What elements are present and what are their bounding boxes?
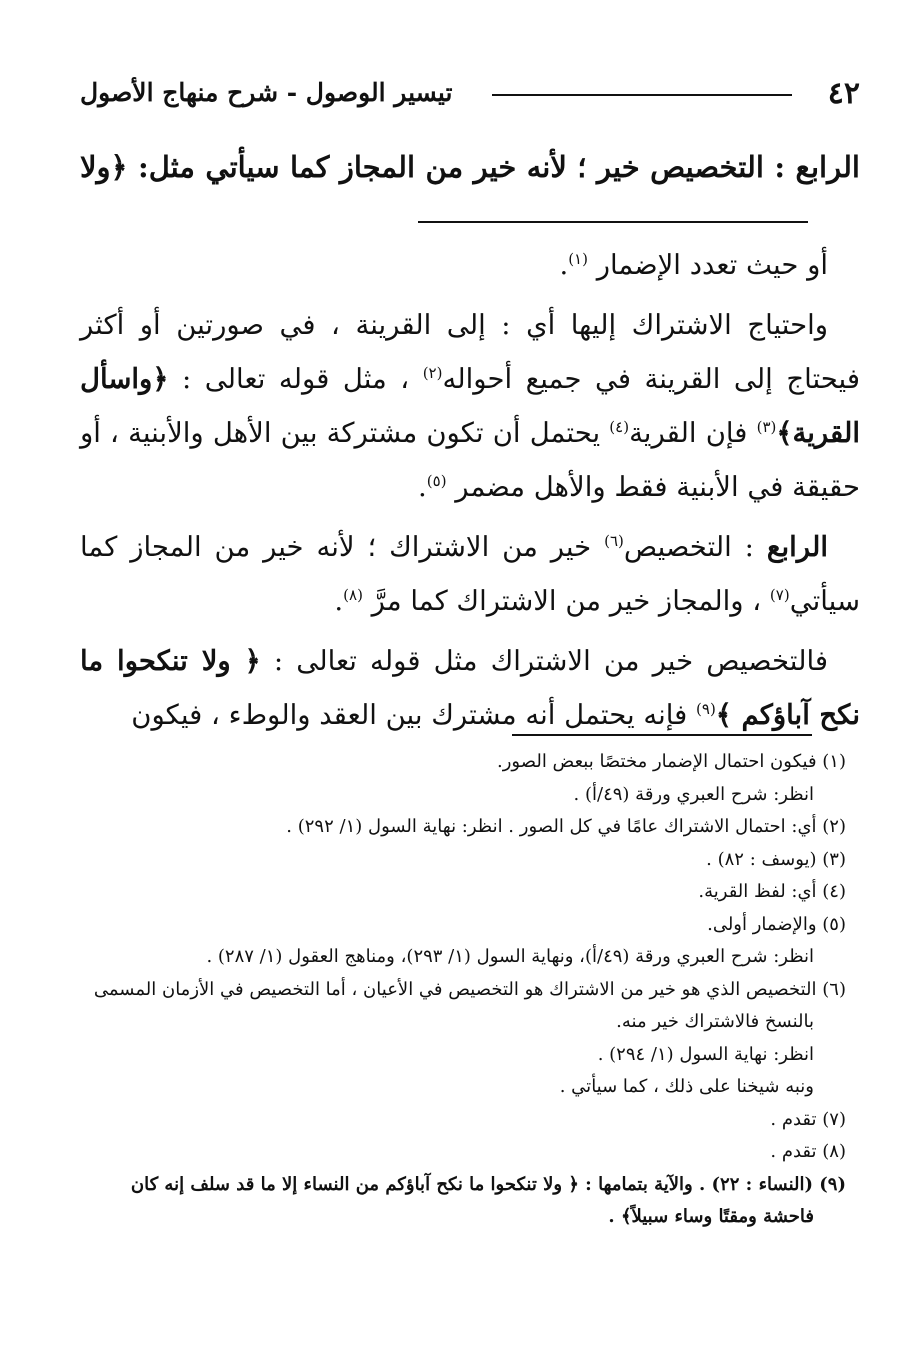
paragraph-4: فالتخصيص خير من الاشتراك مثل قوله تعالى : ﴿ ولا تنكحوا ما نكح آباؤكم ﴾$^{(٩)}$ فإنه يحتمل أنه مشترك بين العقد والوطء ، فيكون <box>80 645 860 731</box>
footnote-ref-6[interactable]: (٦) <box>604 531 624 550</box>
matn-text: : التخصيص خير ؛ لأنه خير من المجاز كما سيأتي مثل: <box>138 150 786 184</box>
footnote-ref-2[interactable]: (٢) <box>422 363 443 382</box>
footnote-rule <box>512 734 812 736</box>
footnote-6-source: انظر: نهاية السول (١/ ٢٩٤) . <box>597 1043 814 1065</box>
paragraph-1: أو حيث تعدد الإضمار $^{(١)}$. <box>559 249 828 281</box>
header-rule <box>492 94 792 96</box>
commentary-body <box>80 238 860 748</box>
matn-label: الرابع <box>795 150 860 184</box>
matn-quran-open: ﴿ولا <box>80 150 128 184</box>
footnote-4: (٤) أي: لفظ القرية. <box>698 881 846 902</box>
paragraph-2: واحتياج الاشتراك إليها أي : إلى القرينة ، في صورتين أو أكثر فيحتاج إلى القرينة في جميع أحواله$^{(٢)}$ ، مثل قوله تعالى : ﴿واسأل القرية﴾$^{(٣)}$ فإن القرية$^{(٤)}$ يحتمل أن تكون مشتركة بين الأهل والأبنية ، أو حقيقة في الأبنية فقط والأهل مضمر $^{(٥)}$. <box>80 309 860 503</box>
page-header <box>80 74 860 118</box>
matn-label-repeat: الرابع <box>766 531 828 563</box>
footnote-ref-1[interactable]: (١) <box>568 249 588 268</box>
footnote-ref-7[interactable]: (٧) <box>769 585 790 604</box>
footnote-ref-8[interactable]: (٨) <box>343 585 363 604</box>
footnote-5: (٥) والإضمار أولى. <box>707 913 846 935</box>
matn-rule <box>418 221 808 223</box>
footnote-1: (١) فيكون احتمال الإضمار مختصًا ببعض الصور. <box>497 751 846 772</box>
quran-quote: ﴿ ولا تنكحوا ما نكح آباؤكم ﴾ <box>80 645 860 731</box>
footnote-ref-9[interactable]: (٩) <box>696 699 716 718</box>
footnote-8: (٨) تقدم . <box>770 1141 846 1162</box>
page-number: ٤٢ <box>827 76 860 111</box>
footnote-7: (٧) تقدم . <box>770 1108 846 1130</box>
footnote-6-note: ونبه شيخنا على ذلك ، كما سيأتي . <box>559 1076 814 1097</box>
footnotes <box>76 746 846 1234</box>
quran-quote: ﴿واسأل القرية﴾ <box>80 363 860 449</box>
footnote-ref-5[interactable]: (٥) <box>426 471 447 490</box>
footnote-5-source: انظر: شرح العبري ورقة (٤٩/أ)، ونهاية السول (١/ ٢٩٣)، ومناهج العقول (١/ ٢٨٧) . <box>206 946 814 967</box>
footnote-2: (٢) أي: احتمال الاشتراك عامًا في كل الصور . انظر: نهاية السول (١/ ٢٩٢) . <box>286 816 846 837</box>
matn-line <box>80 150 860 184</box>
footnote-1-source: انظر: شرح العبري ورقة (٤٩/أ) . <box>573 783 814 805</box>
footnote-6: (٦) التخصيص الذي هو خير من الاشتراك هو التخصيص في الأعيان ، أما التخصيص في الأزمان المسمى بالنسخ فالاشتراك خير منه. <box>93 978 846 1032</box>
running-title: تيسير الوصول - شرح منهاج الأصول <box>80 78 453 107</box>
footnote-9: (٩) (النساء : ٢٢) . والآية بتمامها : ﴿ ولا تنكحوا ما نكح آباؤكم من النساء إلا ما قد سلف إنه كان فاحشة ومقتًا وساء سبيلاً﴾ . <box>130 1173 846 1227</box>
footnote-ref-4[interactable]: (٤) <box>609 417 630 436</box>
footnote-ref-3[interactable]: (٣) <box>756 417 777 436</box>
paragraph-3: الرابع : التخصيص$^{(٦)}$ خير من الاشتراك ؛ لأنه خير من المجاز كما سيأتي$^{(٧)}$ ، والمجاز خير من الاشتراك كما مرَّ $^{(٨)}$. <box>80 531 860 617</box>
footnote-3: (٣) (يوسف : ٨٢) . <box>706 848 846 870</box>
